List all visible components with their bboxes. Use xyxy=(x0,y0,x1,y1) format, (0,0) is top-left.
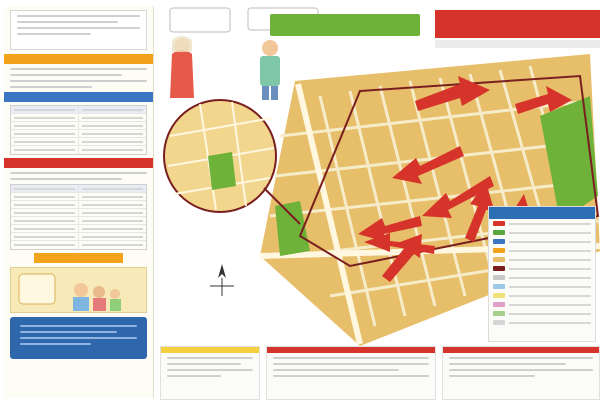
district-label xyxy=(270,14,420,36)
map-title-block xyxy=(270,10,600,70)
bottom-note-1 xyxy=(160,346,260,400)
section-header-blue xyxy=(4,92,153,102)
left-info-panel xyxy=(4,6,154,398)
legend-item xyxy=(493,300,591,309)
family-illustration xyxy=(10,267,147,313)
page-title xyxy=(435,10,600,38)
bottom-note-2 xyxy=(266,346,436,400)
legend-item xyxy=(493,273,591,282)
bottom-note-3 xyxy=(442,346,600,400)
legend-item xyxy=(493,228,591,237)
legend-item xyxy=(493,219,591,228)
section-header-red xyxy=(4,158,153,168)
legend-item xyxy=(493,237,591,246)
legend-item xyxy=(493,318,591,327)
legend-item xyxy=(493,309,591,318)
legend-heading xyxy=(489,207,595,219)
map-legend xyxy=(488,206,596,342)
legend-item xyxy=(493,282,591,291)
section-header-orange xyxy=(4,54,153,64)
intro-note xyxy=(10,10,147,50)
shelter-table-1 xyxy=(10,105,147,155)
section-header-orange-2 xyxy=(34,253,123,263)
legend-item xyxy=(493,255,591,264)
evacuation-reminder xyxy=(10,317,147,359)
english-subtitle xyxy=(435,40,600,48)
woman-character-illustration xyxy=(170,36,194,98)
legend-item xyxy=(493,264,591,273)
bottom-info-strip xyxy=(160,346,600,400)
compass-icon xyxy=(210,264,234,296)
legend-item xyxy=(493,291,591,300)
speech-bubble-left xyxy=(170,8,230,32)
shelter-table-2 xyxy=(10,184,147,250)
legend-item xyxy=(493,246,591,255)
